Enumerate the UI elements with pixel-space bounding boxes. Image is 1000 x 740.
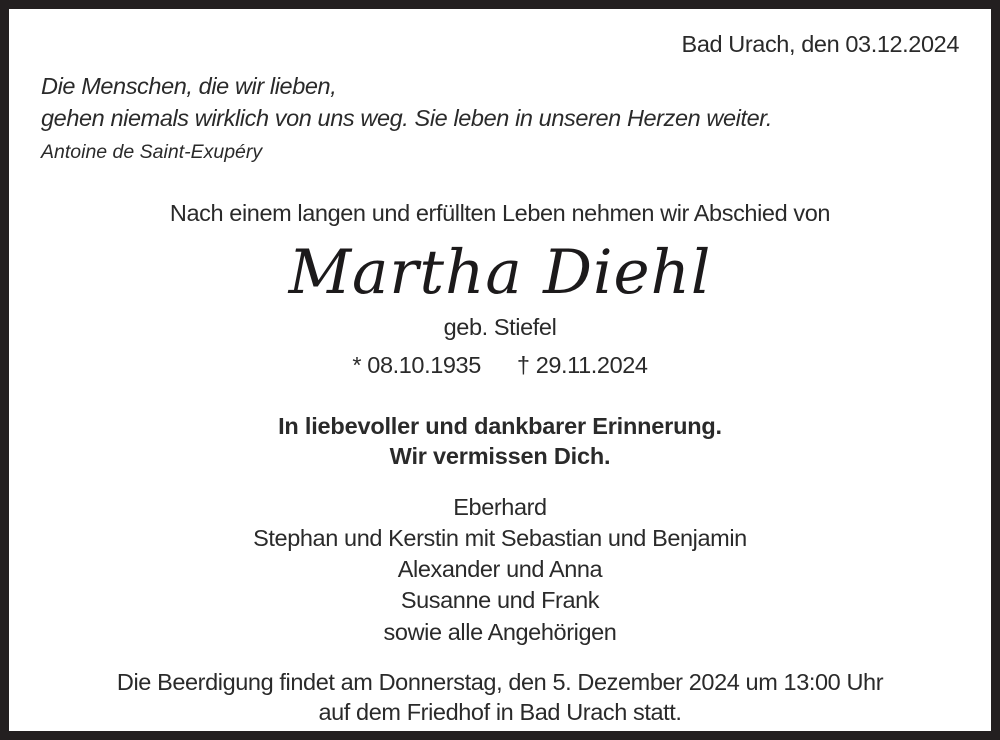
funeral-line-1: Die Beerdigung findet am Donnerstag, den 5. Dezember 2024 um 13:00 Uhr [116,668,884,695]
life-dates [33,350,967,381]
birth-date: * 08.10.1935 [352,351,481,378]
mourner-line: Stephan und Kerstin mit Sebastian und Benjamin [253,524,747,551]
quote-attribution: Antoine de Saint-Exupéry [41,141,263,164]
mourner-line: Eberhard [453,493,547,520]
death-date: † 29.11.2024 [516,351,648,378]
maiden-name: geb. Stiefel [443,314,557,341]
quote-line-1: Die Menschen, die wir lieben, [41,72,337,99]
mourner-line: Alexander und Anna [397,556,603,583]
remembrance-block [33,411,967,471]
intro-line: Nach einem langen und erfüllten Leben nehmen wir Abschied von [169,199,831,226]
quote-block [41,70,967,166]
mourner-line: Susanne und Frank [400,587,600,614]
mourner-line: sowie alle Angehörigen [383,618,617,645]
remembrance-line-1: In liebevoller und dankbarer Erinnerung. [278,412,722,439]
dateline: Bad Urach, den 03.12.2024 [681,31,959,57]
funeral-line-2: auf dem Friedhof in Bad Urach statt. [318,699,682,725]
quote-line-2: gehen niemals wirklich von uns weg. Sie leben in unseren Herzen weiter. [41,104,772,131]
funeral-info [33,667,967,727]
deceased-name: Martha Diehl [288,237,712,309]
mourners-list [33,492,967,648]
remembrance-line-2: Wir vermissen Dich. [389,442,611,469]
